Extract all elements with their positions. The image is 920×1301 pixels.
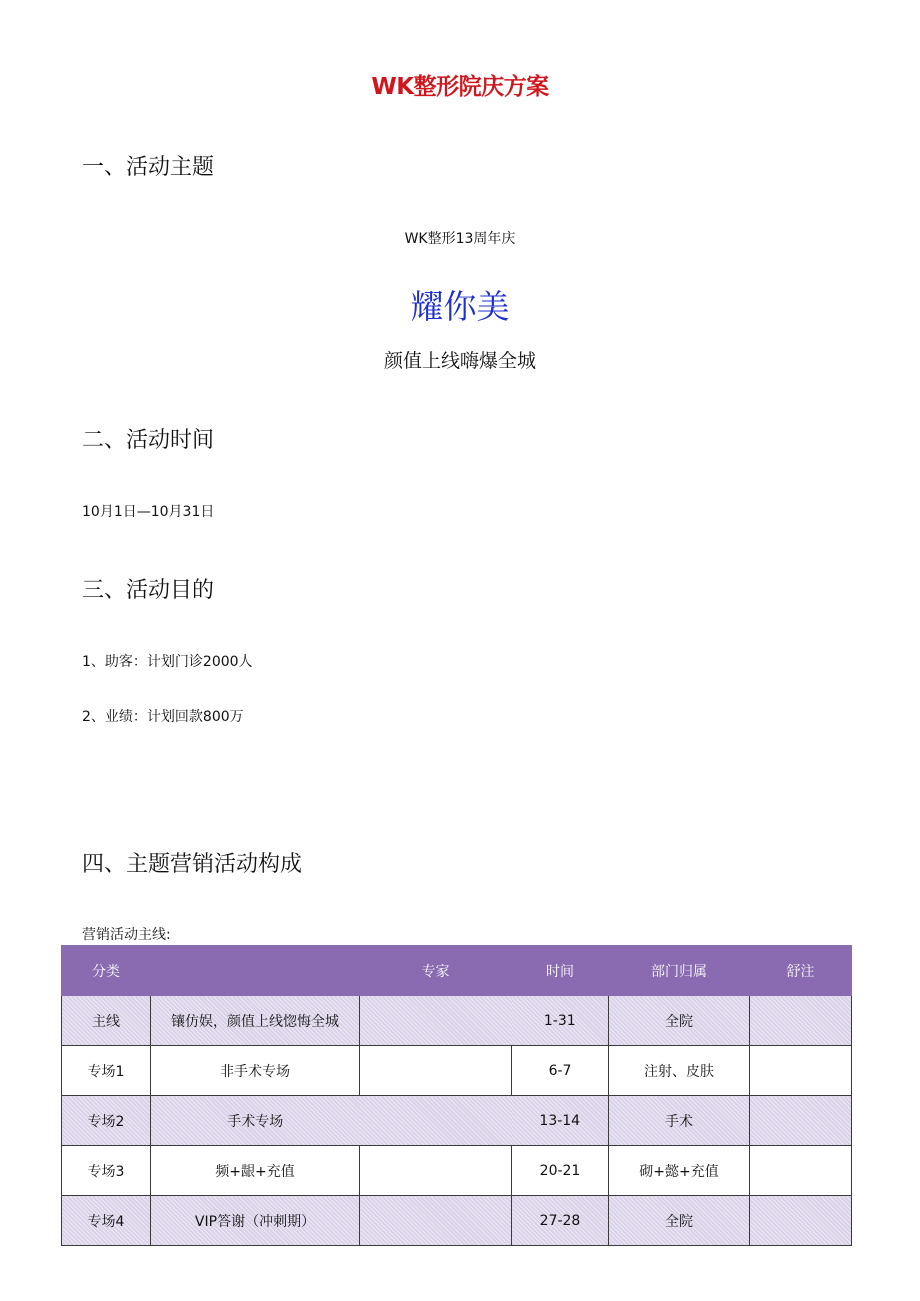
cell-category: 专场3 (62, 1146, 151, 1196)
cell-category: 专场1 (62, 1046, 151, 1096)
section-heading-time: 二、活动时间 (82, 428, 215, 453)
document-title: WK整形院庆方案 (371, 74, 549, 100)
cell-expert (360, 1046, 512, 1096)
cell-expert (360, 1096, 512, 1146)
cell-activity: 手术专场 (151, 1096, 360, 1146)
header-blank (151, 946, 360, 996)
cell-remarks (750, 1046, 852, 1096)
header-expert: 专家 (360, 946, 512, 996)
header-remarks: 舒注 (750, 946, 852, 996)
header-category: 分类 (62, 946, 151, 996)
activity-time: 10月1日—10月31日 (82, 504, 215, 520)
cell-department: 全院 (609, 996, 750, 1046)
cell-activity: 非手术专场 (151, 1046, 360, 1096)
cell-remarks (750, 1096, 852, 1146)
theme-headline: 耀你美 (410, 287, 510, 326)
theme-subline: 颜值上线嗨爆全城 (383, 350, 536, 372)
table-row (62, 1046, 852, 1096)
section-heading-theme: 一、活动主题 (82, 155, 215, 180)
cell-category: 专场4 (62, 1196, 151, 1246)
header-time: 时间 (512, 946, 609, 996)
goal-item-2: 2、业绩：计划回款800万 (82, 709, 244, 725)
cell-activity: 镶仿娱，颜值上线惚悔全城 (151, 996, 360, 1046)
cell-activity: 频+龈+充值 (151, 1146, 360, 1196)
cell-department: 全院 (609, 1196, 750, 1246)
anniversary-slogan: WK整形13周年庆 (404, 231, 516, 247)
cell-remarks (750, 996, 852, 1046)
cell-category: 专场2 (62, 1096, 151, 1146)
table-row (62, 996, 852, 1046)
header-department: 部门归属 (609, 946, 750, 996)
cell-expert (360, 996, 512, 1046)
section-heading-goal: 三、活动目的 (82, 578, 215, 603)
table-row (62, 1096, 852, 1146)
cell-activity: VIP答谢（冲刺期） (151, 1196, 360, 1246)
cell-remarks (750, 1146, 852, 1196)
cell-department: 手术 (609, 1096, 750, 1146)
cell-department: 注射、皮肤 (609, 1046, 750, 1096)
cell-expert (360, 1146, 512, 1196)
table-header-row (62, 946, 852, 996)
cell-expert (360, 1196, 512, 1246)
cell-time: 27-28 (512, 1196, 609, 1246)
table-row (62, 1146, 852, 1196)
cell-time: 6-7 (512, 1046, 609, 1096)
cell-remarks (750, 1196, 852, 1246)
cell-time: 1-31 (512, 996, 609, 1046)
table-row (62, 1196, 852, 1246)
table-caption: 营销活动主线: (82, 927, 171, 943)
goal-item-1: 1、助客：计划门诊2000人 (82, 654, 253, 670)
cell-category: 主线 (62, 996, 151, 1046)
section-heading-marketing: 四、主题营销活动构成 (82, 852, 303, 877)
marketing-plan-table (61, 945, 852, 1246)
cell-department: 砌+懿+充值 (609, 1146, 750, 1196)
cell-time: 20-21 (512, 1146, 609, 1196)
cell-time: 13-14 (512, 1096, 609, 1146)
